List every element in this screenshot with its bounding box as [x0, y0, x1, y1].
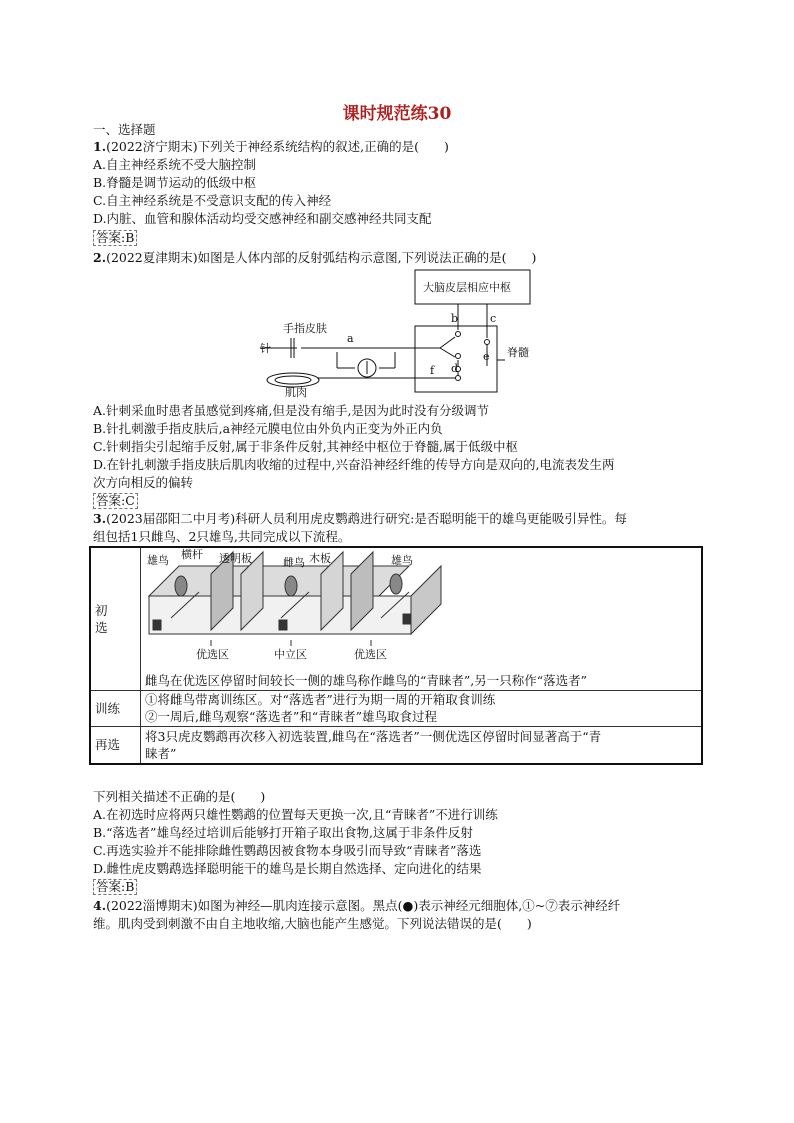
label-e: e	[483, 350, 490, 363]
q1-stem	[93, 138, 449, 155]
reflex-arc-figure	[255, 268, 545, 400]
row-training-label: 训练	[90, 690, 141, 726]
finger-skin-label: 手指皮肤	[283, 322, 327, 335]
q2-number: 2.	[93, 250, 107, 265]
q3-option-a: A.在初选时应将两只雄性鹦鹉的位置每天更换一次,且“青睐者”不进行训练	[93, 807, 498, 822]
q4-stem-text: (2022淄博期末)如图为神经—肌肉连接示意图。黑点(●)表示神经元细胞体,①~⑦表示神经纤	[106, 898, 621, 913]
row-initial-text: 雌鸟在优选区停留时间较长一侧的雄鸟称作雌鸟的“青睐者”,另一只称作“落选者”	[145, 673, 588, 688]
training-step-1: ①将雌鸟带离训练区。对“落选者”进行为期一周的开箱取食训练	[145, 692, 496, 707]
row-reselect-content	[141, 726, 703, 764]
bird-apparatus-figure	[141, 548, 701, 672]
q3-question: 下列相关描述不正确的是( )	[93, 789, 266, 804]
experiment-flow-table	[89, 546, 703, 765]
transparent-panel-label: 透明板	[219, 552, 252, 565]
reselect-line-2: 睐者”	[145, 745, 177, 761]
q2-option-a: A.针刺采血时患者虽感觉到疼痛,但是没有缩手,是因为此时没有分级调节	[93, 403, 489, 418]
q4-stem-line2: 维。肌肉受到刺激不由自主地收缩,大脑也能产生感觉。下列说法错误的是( )	[93, 916, 532, 931]
perch-label: 横杆	[181, 548, 203, 561]
wooden-board-label: 木板	[309, 552, 331, 565]
q3-number: 3.	[93, 511, 107, 526]
q1-number: 1.	[93, 139, 107, 154]
row-initial-content	[141, 547, 703, 690]
row-reselect-label: 再选	[90, 726, 141, 764]
row-initial-label: 初 选	[90, 547, 141, 690]
q1-option-a: A.自主神经系统不受大脑控制	[93, 157, 257, 172]
q4-number: 4.	[93, 898, 107, 913]
q2-option-c: C.针刺指尖引起缩手反射,属于非条件反射,其神经中枢位于脊髓,属于低级中枢	[93, 439, 519, 454]
zone-right-label: 优选区	[354, 648, 387, 661]
male-bird-right-label: 雄鸟	[391, 554, 413, 567]
training-step-2: ②一周后,雌鸟观察“落选者”和“青睐者”雄鸟取食过程	[145, 709, 438, 724]
section-heading: 一、选择题	[93, 122, 156, 137]
q3-answer: 答案:B	[93, 879, 137, 895]
q3-stem-text: (2023届邵阳二中月考)科研人员利用虎皮鹦鹉进行研究:是否聪明能干的雄鸟更能吸引异性。每	[106, 511, 627, 526]
q1-option-d: D.内脏、血管和腺体活动均受交感神经和副交感神经共同支配	[93, 211, 432, 226]
male-bird-left-label: 雄鸟	[147, 554, 169, 567]
female-bird-label: 雌鸟	[283, 556, 305, 569]
q1-answer: 答案:B	[93, 230, 137, 246]
zone-neutral-label: 中立区	[274, 648, 307, 661]
zone-left-label: 优选区	[196, 648, 229, 661]
needle-label: 针	[260, 342, 271, 355]
q1-option-c: C.自主神经系统是不受意识支配的传入神经	[93, 193, 332, 208]
q2-stem	[93, 249, 536, 266]
label-f: f	[430, 364, 435, 377]
q3-option-b: B.“落选者”雄鸟经过培训后能够打开箱子取出食物,这属于非条件反射	[93, 825, 473, 840]
label-c: c	[490, 312, 497, 325]
q2-option-b: B.针扎刺激手指皮肤后,a神经元膜电位由外负内正变为外正内负	[93, 421, 443, 436]
muscle-label: 肌肉	[285, 386, 307, 399]
page-title: 课时规范练30	[342, 104, 452, 124]
q2-answer: 答案:C	[93, 493, 138, 509]
q2-option-d: D.在针扎刺激手指皮肤后肌肉收缩的过程中,兴奋沿神经纤维的传导方向是双向的,电流表发生两	[93, 457, 615, 472]
q1-stem-text: (2022济宁期末)下列关于神经系统结构的叙述,正确的是( )	[106, 139, 449, 154]
q2-stem-text: (2022夏津期末)如图是人体内部的反射弧结构示意图,下列说法正确的是( )	[106, 250, 537, 265]
q1-option-b: B.脊髓是调节运动的低级中枢	[93, 175, 257, 190]
label-d: d	[451, 362, 459, 375]
row-training-content	[141, 690, 703, 726]
reselect-line-1: 将3只虎皮鹦鹉再次移入初选装置,雌鸟在“落选者”一侧优选区停留时间显著高于“青	[145, 728, 602, 744]
q3-option-c: C.再选实验并不能排除雌性鹦鹉因被食物本身吸引而导致“青睐者”落选	[93, 843, 482, 858]
q2-option-d-cont: 次方向相反的偏转	[93, 475, 194, 490]
q3-stem-line1	[93, 510, 627, 527]
label-a: a	[347, 332, 354, 345]
q4-stem-line1	[93, 897, 620, 914]
spinal-cord-label: 脊髓	[507, 346, 529, 359]
cortex-label: 大脑皮层相应中枢	[423, 281, 511, 294]
label-b: b	[451, 312, 459, 325]
q3-stem-line2: 组包括1只雌鸟、2只雄鸟,共同完成以下流程。	[93, 529, 351, 544]
q3-option-d: D.雌性虎皮鹦鹉选择聪明能干的雄鸟是长期自然选择、定向进化的结果	[93, 861, 482, 876]
